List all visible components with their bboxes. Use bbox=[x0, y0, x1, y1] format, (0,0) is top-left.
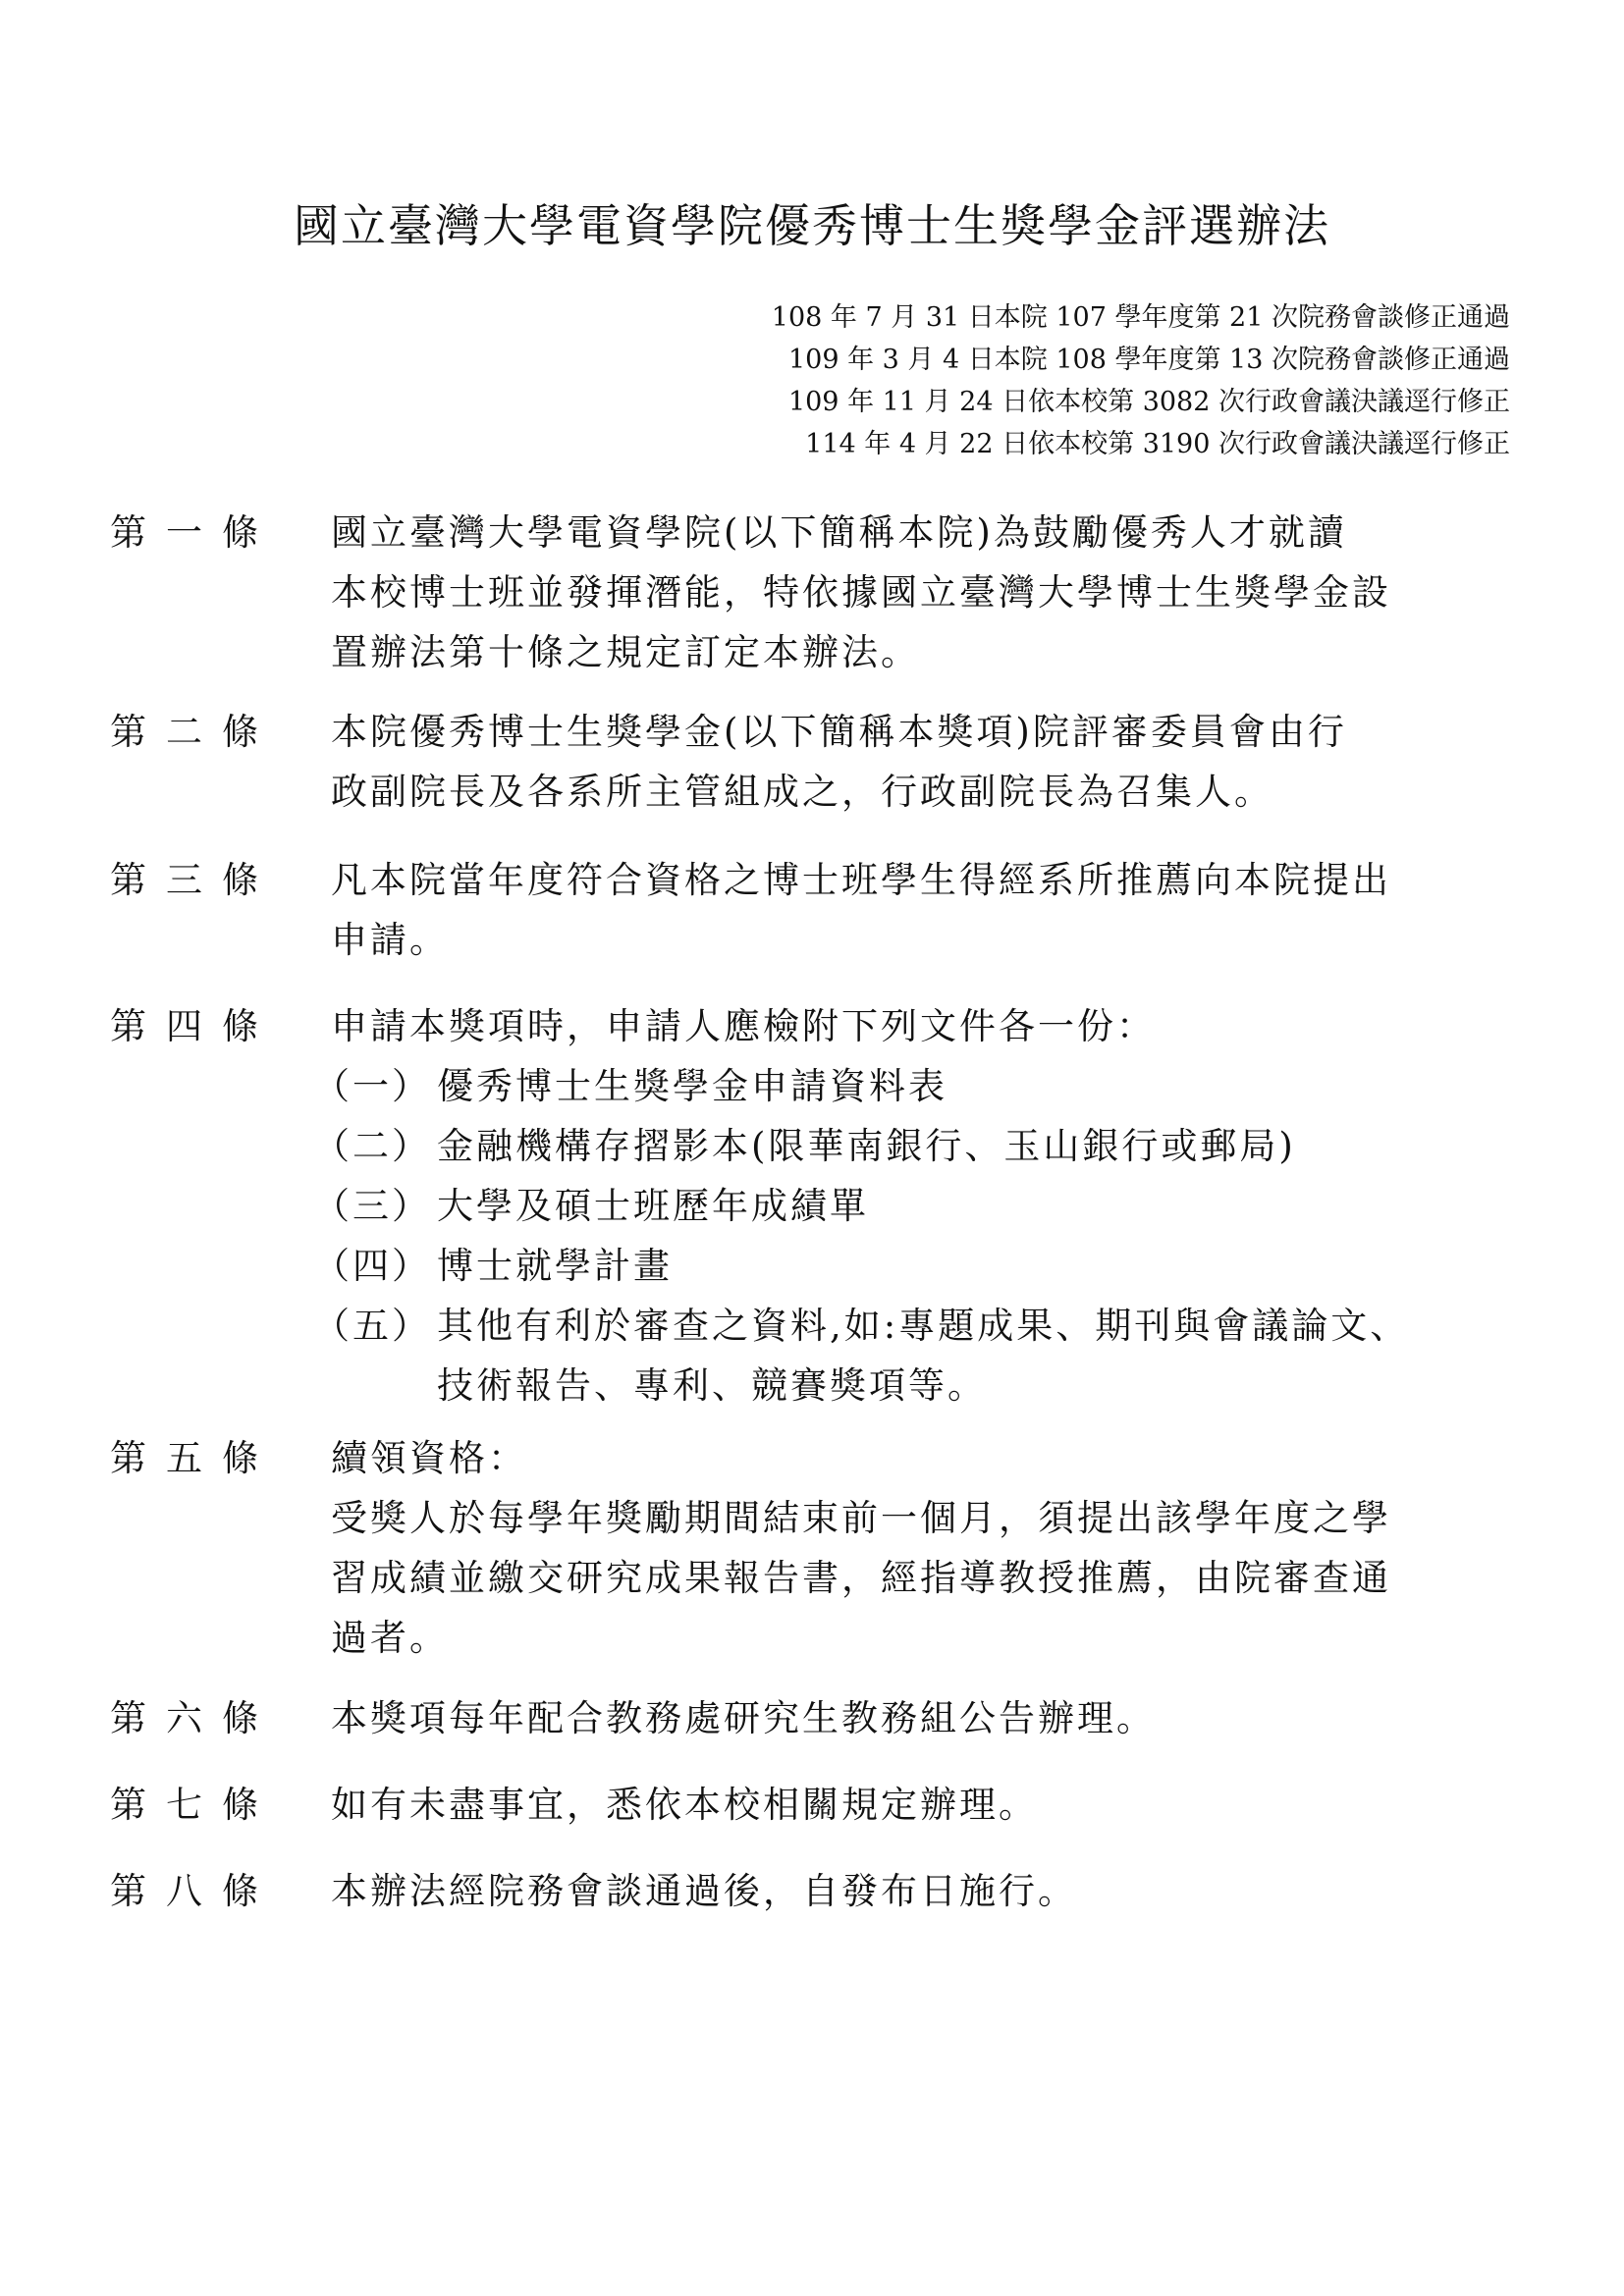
article-body bbox=[331, 702, 1514, 822]
list-item bbox=[313, 1116, 1514, 1176]
article-body bbox=[331, 1688, 1514, 1748]
list-item bbox=[313, 1296, 1514, 1415]
article-label: 第一條 bbox=[110, 511, 278, 554]
article-text-line: 政副院長及各系所主管組成之，行政副院長為召集人。 bbox=[331, 771, 1273, 813]
article-body bbox=[313, 996, 1514, 1415]
amendment-line: 114 年 4 月 22 日依本校第 3190 次行政會議決議逕行修正 bbox=[805, 429, 1510, 459]
article-label: 第八條 bbox=[110, 1870, 278, 1912]
article-text-line: 續領資格： bbox=[331, 1437, 527, 1479]
article-text-line: 本校博士班並發揮潛能，特依據國立臺灣大學博士生獎學金設 bbox=[331, 571, 1391, 614]
list-item-text: 其他有利於審查之資料,如:專題成果、期刊與會議論文、 bbox=[437, 1305, 1410, 1347]
article-label: 第三條 bbox=[110, 859, 278, 901]
list-item-number: （五） bbox=[313, 1305, 431, 1347]
amendment-line: 109 年 11 月 24 日依本校第 3082 次行政會議決議逕行修正 bbox=[787, 387, 1510, 417]
list-item-number: （一） bbox=[313, 1065, 431, 1107]
article-body bbox=[331, 503, 1514, 682]
list-item-number: （二） bbox=[313, 1125, 431, 1167]
article-label: 第二條 bbox=[110, 711, 278, 753]
amendment-line: 108 年 7 月 31 日本院 107 學年度第 21 次院務會談修正通過 bbox=[771, 302, 1510, 333]
article-label: 第七條 bbox=[110, 1784, 278, 1826]
list-item-text: 金融機構存摺影本(限華南銀行、玉山銀行或郵局) bbox=[437, 1125, 1296, 1167]
article-text-line: 受獎人於每學年獎勵期間結束前一個月，須提出該學年度之學 bbox=[331, 1497, 1391, 1539]
list-item bbox=[313, 1236, 1514, 1296]
article-text-line: 本院優秀博士生獎學金(以下簡稱本獎項)院評審委員會由行 bbox=[331, 711, 1347, 753]
list-item bbox=[313, 1056, 1514, 1116]
article-text-line: 如有未盡事宜，悉依本校相關規定辦理。 bbox=[331, 1784, 1038, 1826]
list-item-text: 優秀博士生獎學金申請資料表 bbox=[437, 1065, 947, 1107]
article-body bbox=[331, 850, 1514, 970]
list-item-text: 大學及碩士班歷年成績單 bbox=[437, 1185, 869, 1227]
list-item-text: 博士就學計畫 bbox=[437, 1245, 673, 1287]
article-text-line: 過者。 bbox=[331, 1617, 449, 1659]
article-text-line: 本獎項每年配合教務處研究生教務組公告辦理。 bbox=[331, 1697, 1156, 1739]
article-text-line: 本辦法經院務會談通過後，自發布日施行。 bbox=[331, 1870, 1077, 1912]
article-label: 第四條 bbox=[110, 1005, 278, 1047]
article-text-line: 申請本獎項時，申請人應檢附下列文件各一份： bbox=[331, 1005, 1156, 1047]
article-text-line: 置辦法第十條之規定訂定本辦法。 bbox=[331, 631, 920, 673]
article-label: 第六條 bbox=[110, 1697, 278, 1739]
article-text-line: 習成績並繳交研究成果報告書，經指導教授推薦，由院審查通 bbox=[331, 1557, 1391, 1599]
article-body bbox=[331, 1775, 1514, 1835]
article-text-line: 凡本院當年度符合資格之博士班學生得經系所推薦向本院提出 bbox=[331, 859, 1391, 901]
article-text-line: 申請。 bbox=[331, 919, 449, 961]
document-title: 國立臺灣大學電資學院優秀博士生獎學金評選辦法 bbox=[294, 199, 1330, 252]
article-body bbox=[331, 1428, 1514, 1668]
article-label: 第五條 bbox=[110, 1437, 278, 1479]
list-item-continuation: 技術報告、專利、競賽獎項等。 bbox=[437, 1364, 987, 1407]
list-item-number: （三） bbox=[313, 1185, 431, 1227]
amendment-history bbox=[528, 296, 1510, 465]
list-item bbox=[313, 1176, 1514, 1236]
article-text-line: 國立臺灣大學電資學院(以下簡稱本院)為鼓勵優秀人才就讀 bbox=[331, 511, 1347, 554]
list-item-number: （四） bbox=[313, 1245, 431, 1287]
article-body bbox=[331, 1861, 1514, 1921]
amendment-line: 109 年 3 月 4 日本院 108 學年度第 13 次院務會談修正通過 bbox=[787, 345, 1510, 375]
